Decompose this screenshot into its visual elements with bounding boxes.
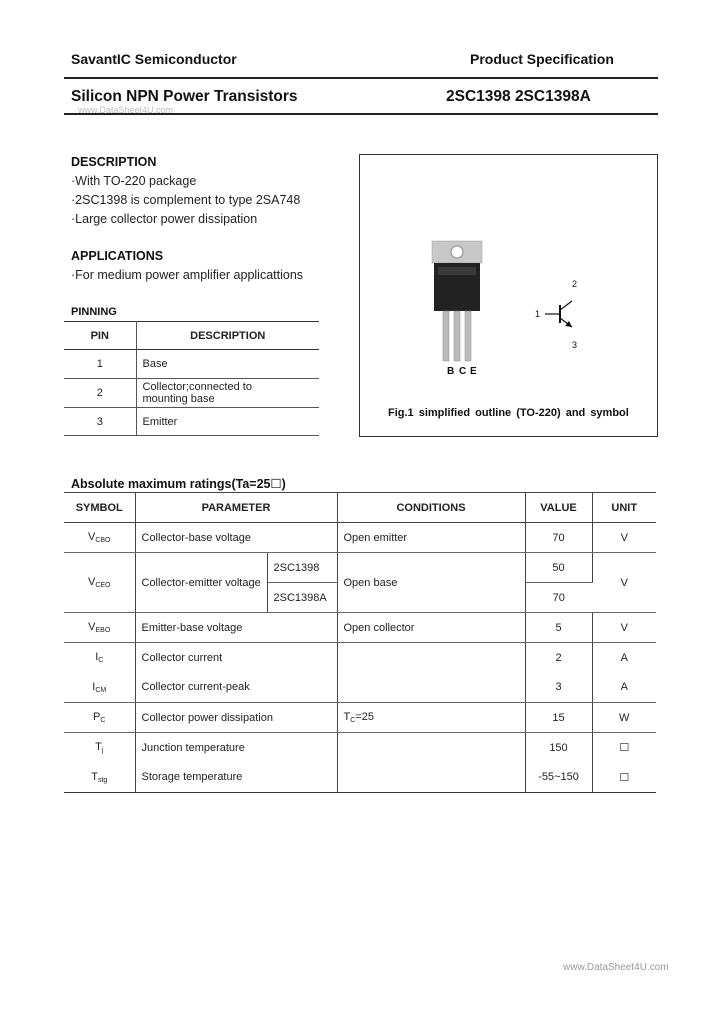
package-pin-label-e: E xyxy=(470,366,477,377)
figure-box xyxy=(359,154,658,437)
param-cell: Collector-emitter voltage xyxy=(135,553,267,613)
pin-number: 1 xyxy=(64,350,136,379)
part-numbers: 2SC1398 2SC1398A xyxy=(446,88,591,105)
table-row xyxy=(64,408,319,436)
table-row xyxy=(64,673,656,703)
figure-caption: Fig.1 simplified outline (TO-220) and symbol xyxy=(388,407,629,419)
col-conditions: CONDITIONS xyxy=(337,493,525,523)
param-cell: Collector-base voltage xyxy=(135,523,337,553)
pin-desc: Emitter xyxy=(136,408,319,436)
symbol-label-2: 2 xyxy=(572,279,578,289)
col-unit: UNIT xyxy=(592,493,656,523)
page-subtitle: Silicon NPN Power Transistors xyxy=(71,88,298,105)
pin-desc xyxy=(136,379,319,408)
watermark-small: www.DataSheet4U.com xyxy=(78,105,174,115)
value-cell: 150 xyxy=(525,733,592,763)
symbol-cell: $V_{CBO}$ xyxy=(64,523,135,553)
package-pin-label-c: C xyxy=(459,366,467,377)
param-cell: Storage temperature xyxy=(135,763,337,793)
company-name: SavantIC Semiconductor xyxy=(71,51,237,67)
table-row xyxy=(64,643,656,673)
cond-cell: $T_C=25$ xyxy=(337,703,525,733)
symbol-cell: $V_{EBO}$ xyxy=(64,613,135,643)
description-item: ·Large collector power dissipation xyxy=(71,212,258,226)
ratings-table xyxy=(64,492,656,793)
param-cell: Junction temperature xyxy=(135,733,337,763)
table-row xyxy=(64,763,656,793)
cond-cell xyxy=(337,643,525,673)
value-cell: 3 xyxy=(525,673,592,703)
pin-desc: Base xyxy=(136,350,319,379)
value-cell: 2 xyxy=(525,643,592,673)
pin-desc-line2: mounting base xyxy=(142,393,215,405)
symbol-cell: $T_{stg}$ xyxy=(64,763,135,793)
cond-cell: Open collector xyxy=(337,613,525,643)
col-value: VALUE xyxy=(525,493,592,523)
table-row xyxy=(64,350,319,379)
pinning-table xyxy=(64,321,319,436)
value-cell: 50 xyxy=(525,553,592,583)
unit-cell: V xyxy=(592,553,656,613)
cond-cell xyxy=(337,763,525,793)
symbol-cell: $V_{CEO}$ xyxy=(64,553,135,613)
unit-cell: A xyxy=(620,651,628,664)
table-row xyxy=(64,613,656,643)
param-cell: Collector current xyxy=(135,643,337,673)
symbol-cell: $I_{CM}$ xyxy=(64,673,135,703)
header-rule-top xyxy=(64,77,658,79)
value-cell: 15 xyxy=(525,703,592,733)
unit-cell: W xyxy=(592,703,656,733)
cond-cell: Open emitter xyxy=(337,523,525,553)
value-cell: 70 xyxy=(525,583,592,613)
pin-number: 3 xyxy=(64,408,136,436)
unit-cell: ☐ xyxy=(592,763,656,793)
package-pin-label-b: B xyxy=(447,366,455,377)
value-cell: 70 xyxy=(525,523,592,553)
cond-cell xyxy=(337,733,525,763)
param-cell: Emitter-base voltage xyxy=(135,613,337,643)
symbol-label-1: 1 xyxy=(535,309,541,319)
table-header-row xyxy=(64,493,656,523)
pinning-col-desc: DESCRIPTION xyxy=(136,322,319,350)
description-item: ·With TO-220 package xyxy=(71,174,197,188)
ratings-heading: Absolute maximum ratings(Ta=25☐) xyxy=(71,477,286,491)
symbol-cell: $I_C$ xyxy=(64,643,135,673)
unit-cell: A xyxy=(592,673,656,703)
variant-cell: 2SC1398A xyxy=(267,583,337,613)
unit-cell: V xyxy=(592,613,656,643)
pinning-heading: PINNING xyxy=(71,306,117,318)
to220-package-image xyxy=(360,155,657,436)
cond-cell xyxy=(337,673,525,703)
symbol-cell: $P_C$ xyxy=(64,703,135,733)
table-row xyxy=(64,523,656,553)
variant-cell: 2SC1398 xyxy=(267,553,337,583)
table-row xyxy=(64,703,656,733)
applications-item: ·For medium power amplifier applicattions xyxy=(71,268,304,282)
param-cell: Collector current-peak xyxy=(135,673,337,703)
table-row xyxy=(64,553,656,583)
unit-cell: ☐ xyxy=(619,742,630,755)
pinning-col-pin: PIN xyxy=(64,322,136,350)
footer-watermark: www.DataSheet4U.com xyxy=(563,962,669,973)
value-cell: -55~150 xyxy=(525,763,592,793)
table-row xyxy=(64,733,656,763)
description-item: ·2SC1398 is complement to type 2SA748 xyxy=(71,193,301,207)
symbol-label-3: 3 xyxy=(572,340,578,350)
param-cell: Collector power dissipation xyxy=(135,703,337,733)
col-symbol: SYMBOL xyxy=(64,493,135,523)
value-cell: 5 xyxy=(525,613,592,643)
pin-number: 2 xyxy=(64,379,136,408)
applications-heading: APPLICATIONS xyxy=(71,249,164,263)
symbol-cell: $T_j$ xyxy=(64,733,135,763)
table-row xyxy=(64,379,319,408)
cond-cell: Open base xyxy=(337,553,525,613)
pin-desc-line1: Collector;connected to xyxy=(142,381,252,393)
description-heading: DESCRIPTION xyxy=(71,155,157,169)
col-parameter: PARAMETER xyxy=(135,493,337,523)
doc-type: Product Specification xyxy=(470,51,614,67)
unit-cell: V xyxy=(592,523,656,553)
